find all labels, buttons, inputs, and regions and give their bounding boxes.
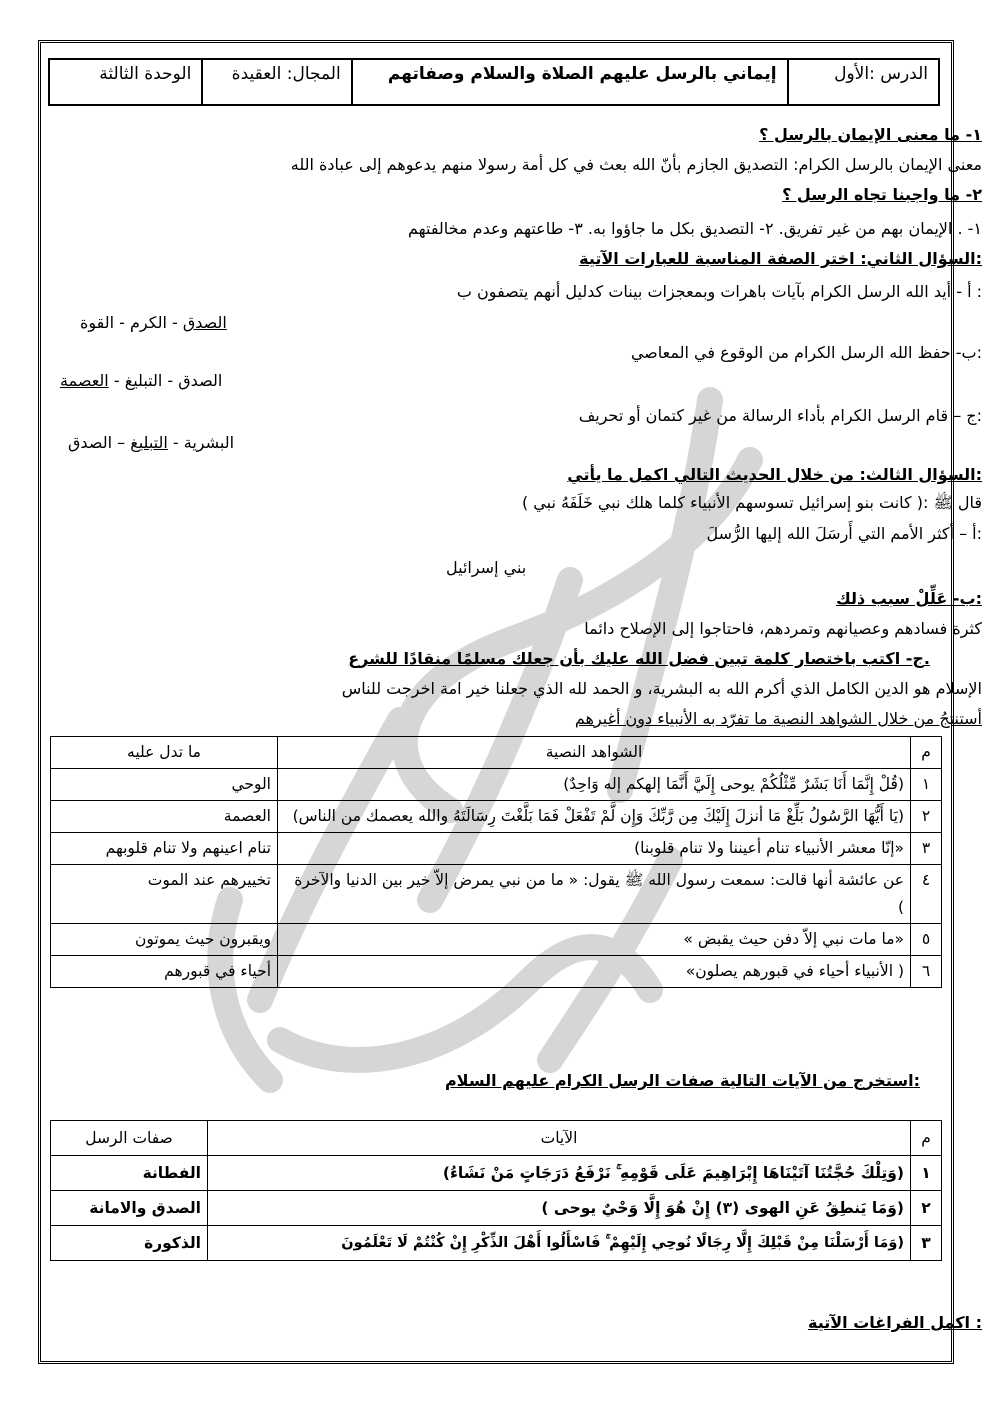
q1-title: ١- ما معنى الإيمان بالرسل ؟ <box>759 125 982 144</box>
q2-title: ٢- ما واجبنا تجاه الرسل ؟ <box>782 185 982 204</box>
second-a-choices: الصدق - الكرم - القوة <box>80 313 227 332</box>
third-c-title: ج- اكتب باختصار كلمة تبين فضل الله عليك بأن جعلك مسلمًا منقادًا للشرع. <box>348 649 930 668</box>
q1-answer: معنى الإيمان بالرسل الكرام: التصديق الجازم بأنّ الله بعث في كل أمة رسولا منهم يدعوهم إلى عبادة الله <box>290 155 982 174</box>
lesson-title-cell: إيماني بالرسل عليهم الصلاة والسلام وصفاتهم <box>351 60 787 104</box>
second-title: السؤال الثاني: اختر الصفة المناسبة للعبارات الآتية: <box>579 249 982 268</box>
unit-cell: الوحدة الثالثة <box>99 64 192 84</box>
second-c-choices: البشرية - التبليغ – الصدق <box>68 433 235 452</box>
q2-answer: ١- . الإيمان بهم من غير تفريق. ٢- التصديق بكل ما جاؤوا به. ٣- طاعتهم وعدم مخالفتهم <box>407 219 982 238</box>
third-c-answer: الإسلام هو الدين الكامل الذي أكرم الله به البشرية، و الحمد لله الذي جعلنا خير امة اخرجت للناس <box>341 679 982 698</box>
extract-title: استخرج من الآيات التالية صفات الرسل الكرام عليهم السلام: <box>444 1071 920 1090</box>
row-meaning: تخييرهم عند الموت <box>51 865 278 924</box>
row-evidence: (قُلْ إِنَّمَا أَنَا بَشَرٌ مِّثْلُكُمْ يوحى إِلَيَّ أَنَّمَا إلهكم إله وَاحِدٌ) <box>278 769 911 801</box>
table-row <box>51 801 942 833</box>
row-verse: (وَمَا يَنطِقُ عَنِ الهوى (٣) إِنْ هُوَ إِلَّا وَحْيٌ يوحى ) <box>208 1191 911 1226</box>
third-a-text: أ – أكثر الأمم التي أَرسَلَ الله إليها الرُّسلَ: <box>706 524 982 543</box>
table-header: الشواهد النصية <box>278 737 911 769</box>
row-number: ٢ <box>911 801 942 833</box>
row-evidence: عن عائشة أنها قالت: سمعت رسول الله ﷺ يقول: « ما من نبي يمرض إلاّ خير بين الدنيا والآخرة ) <box>278 865 911 924</box>
row-number: ٣ <box>911 833 942 865</box>
table-header: م <box>911 737 942 769</box>
third-hadith: قال ﷺ :( كانت بنو إسرائيل تسوسهم الأنبياء كلما هلك نبي خَلَفَهُ نبي ) <box>521 493 982 512</box>
table-header: م <box>911 1121 942 1156</box>
second-a-answer: الصدق <box>182 313 227 332</box>
row-attribute: الذكورة <box>51 1226 208 1261</box>
worksheet <box>48 58 940 106</box>
field-cell: المجال: العقيدة <box>201 60 350 104</box>
table-row <box>51 833 942 865</box>
row-attribute: الفطانة <box>51 1156 208 1191</box>
complete-title: اكمل الفراغات الآتية : <box>807 1313 982 1332</box>
second-b-text: ب- حفظ الله الرسل الكرام من الوقوع في المعاصي: <box>630 343 982 362</box>
second-a-text: أ - أيد الله الرسل الكرام بآيات باهرات وبمعجزات بينات كدليل أنهم يتصفون ب : <box>456 282 982 301</box>
third-b-answer: كثرة فسادهم وعصيانهم وتمردهم، فاحتاجوا إلى الإصلاح دائما <box>584 619 982 638</box>
table-header-row <box>51 737 942 769</box>
row-evidence: (يَا أَيُّهَا الرَّسُولُ بَلِّغْ مَا أنزلَ إِلَيْكَ مِن رَّبِّكَ وَإِن لَّمْ تَفْعَلْ فَمَا بَلَّغْتَ رِسَالَتَهُ والله يعصمك من الناس) <box>278 801 911 833</box>
row-evidence: ( الأنبياء أحياء في قبورهم يصلون» <box>278 956 911 988</box>
table-row <box>51 956 942 988</box>
row-meaning: تنام اعينهم ولا تنام قلوبهم <box>51 833 278 865</box>
table-row <box>51 1191 942 1226</box>
table-header-row <box>51 1121 942 1156</box>
row-number: ٦ <box>911 956 942 988</box>
second-c-answer: التبليغ <box>130 433 168 452</box>
row-number: ٢ <box>911 1191 942 1226</box>
table-row <box>51 865 942 924</box>
table-row <box>51 769 942 801</box>
lesson-cell: الدرس :الأول <box>787 60 938 104</box>
evidence-table <box>50 736 942 988</box>
row-meaning: أحياء في قبورهم <box>51 956 278 988</box>
row-number: ٣ <box>911 1226 942 1261</box>
header-table <box>48 58 940 106</box>
row-number: ٥ <box>911 924 942 956</box>
second-c-text: ج – قام الرسل الكرام بأداء الرسالة من غير كتمان أو تحريف: <box>578 406 982 425</box>
third-b-title: ب- عَلِّلْ سبب ذلك: <box>836 589 982 608</box>
table-header: الآيات <box>208 1121 911 1156</box>
third-title: السؤال الثالث: من خلال الحديث التالي اكمل ما يأتي: <box>567 465 982 484</box>
table-row <box>51 924 942 956</box>
row-number: ١ <box>911 1156 942 1191</box>
row-attribute: الصدق والامانة <box>51 1191 208 1226</box>
row-evidence: «ما مات نبي إلاّ دفن حيث يقبض » <box>278 924 911 956</box>
row-meaning: العصمة <box>51 801 278 833</box>
second-b-answer: العصمة <box>60 371 109 390</box>
table-row <box>51 1156 942 1191</box>
third-a-answer: بني إسرائيل <box>446 558 527 577</box>
row-verse: (وَتِلْكَ حُجَّتُنَا آتَيْنَاهَا إِبْرَاهِيمَ عَلَى قَوْمِهِ ۚ نَرْفَعُ دَرَجَاتٍ مَنْ نَشَاءُ) <box>208 1156 911 1191</box>
row-evidence: «إنّا معشر الأنبياء تنام أعيننا ولا تنام قلوبنا) <box>278 833 911 865</box>
row-number: ٤ <box>911 865 942 924</box>
row-verse: (وَمَا أَرْسَلْنَا مِنْ قَبْلِكَ إِلَّا رِجَالًا نُوحِي إِلَيْهِمْ ۚ فَاسْأَلُوا أَهْلَ الذِّكْرِ إِنْ كُنْتُمْ لَا تَعْلَمُونَ <box>208 1226 911 1261</box>
second-b-choices: الصدق - التبليغ - العصمة <box>60 371 223 390</box>
attributes-table <box>50 1120 942 1261</box>
deduce-line: أستنتجُ من خلال الشواهد النصية ما تفرّد به الأنبياء دون أغيرهم <box>574 709 982 728</box>
table-row <box>51 1226 942 1261</box>
table-header: صفات الرسل <box>51 1121 208 1156</box>
table-header: ما تدل عليه <box>51 737 278 769</box>
row-number: ١ <box>911 769 942 801</box>
row-meaning: ويقبرون حيث يموتون <box>51 924 278 956</box>
row-meaning: الوحي <box>51 769 278 801</box>
